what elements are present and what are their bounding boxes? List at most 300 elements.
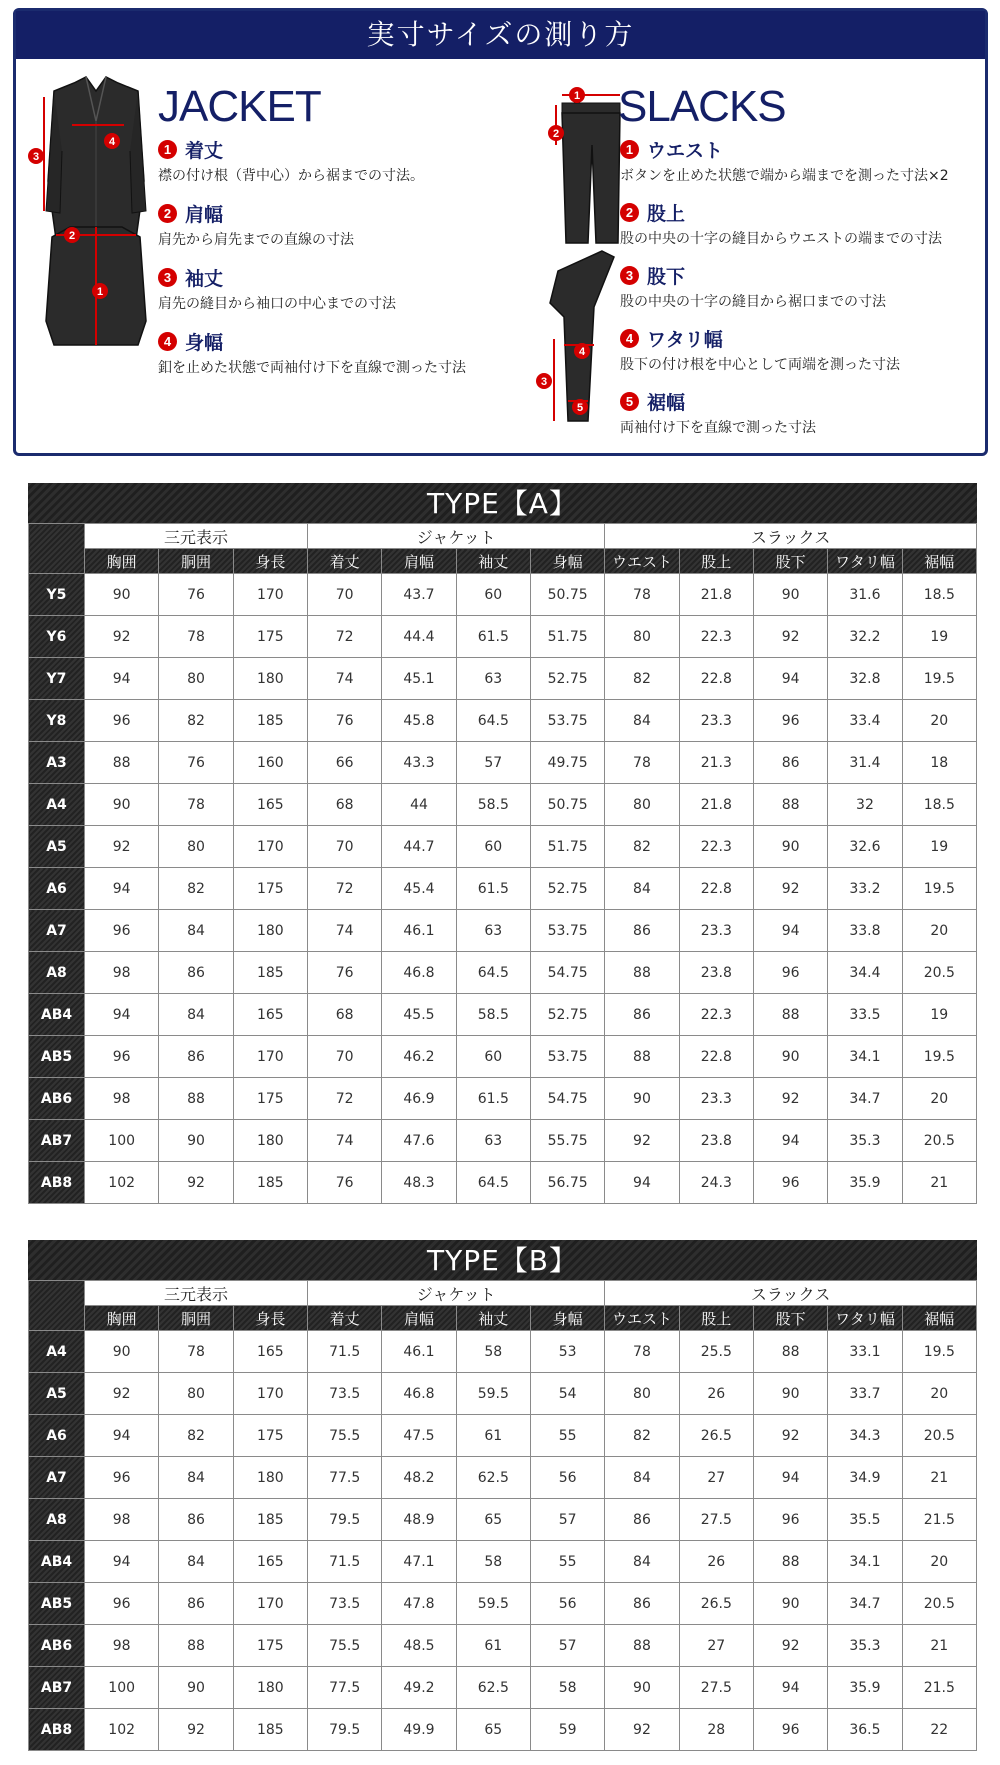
table-cell: 19 [902, 826, 976, 868]
table-cell: 76 [159, 574, 233, 616]
group-header: 三元表示 [85, 1281, 308, 1306]
table-cell: 82 [159, 700, 233, 742]
table-cell: 88 [605, 952, 679, 994]
table-cell: 23.8 [679, 952, 753, 994]
table-cell: 94 [753, 658, 827, 700]
table-cell: 43.7 [382, 574, 456, 616]
table-cell: 92 [753, 1078, 827, 1120]
table-cell: 57 [530, 1625, 604, 1667]
table-cell: 90 [605, 1667, 679, 1709]
table-cell: 170 [233, 1583, 307, 1625]
table-cell: 32.8 [828, 658, 902, 700]
table-cell: 68 [307, 994, 381, 1036]
size-label: Y5 [29, 574, 85, 616]
table-cell: 84 [605, 1541, 679, 1583]
table-cell: 44 [382, 784, 456, 826]
type-a-title: TYPE【A】 [28, 483, 977, 523]
size-label: A3 [29, 742, 85, 784]
table-cell: 160 [233, 742, 307, 784]
table-row [29, 1415, 977, 1457]
column-header: 着丈 [307, 1306, 381, 1331]
table-cell: 57 [530, 1499, 604, 1541]
jacket-item-3-label: 袖丈 [185, 267, 224, 290]
column-header: 胸囲 [85, 1306, 159, 1331]
jacket-item-4-desc: 釦を止めた状態で両袖付け下を直線で測った寸法 [158, 360, 466, 376]
column-header: 股上 [679, 549, 753, 574]
table-cell: 58.5 [456, 784, 530, 826]
table-cell: 71.5 [307, 1541, 381, 1583]
slacks-item-1-label: ウエスト [647, 139, 724, 162]
table-row [29, 616, 977, 658]
table-cell: 65 [456, 1499, 530, 1541]
size-label: AB8 [29, 1709, 85, 1751]
table-cell: 51.75 [530, 616, 604, 658]
table-cell: 92 [85, 1373, 159, 1415]
size-label: AB7 [29, 1120, 85, 1162]
column-header: 身長 [233, 1306, 307, 1331]
table-cell: 175 [233, 616, 307, 658]
slacks-item-1-number: 1 [620, 140, 639, 159]
table-cell: 76 [307, 1162, 381, 1204]
table-row [29, 1036, 977, 1078]
slacks-item-5-number: 5 [620, 392, 639, 411]
table-cell: 32.6 [828, 826, 902, 868]
jacket-item-1-number: 1 [158, 140, 177, 159]
table-cell: 19 [902, 616, 976, 658]
jacket-item-4-label: 身幅 [185, 331, 224, 354]
table-cell: 86 [753, 742, 827, 784]
table-cell: 180 [233, 1667, 307, 1709]
table-row [29, 1499, 977, 1541]
table-cell: 70 [307, 1036, 381, 1078]
table-cell: 22.8 [679, 868, 753, 910]
table-cell: 55 [530, 1415, 604, 1457]
table-cell: 165 [233, 1331, 307, 1373]
table-row [29, 868, 977, 910]
slacks-item-2 [620, 200, 942, 248]
size-label: AB4 [29, 1541, 85, 1583]
table-cell: 34.7 [828, 1583, 902, 1625]
table-cell: 27 [679, 1457, 753, 1499]
table-cell: 34.7 [828, 1078, 902, 1120]
table-cell: 64.5 [456, 700, 530, 742]
table-cell: 175 [233, 1625, 307, 1667]
table-cell: 23.3 [679, 910, 753, 952]
jacket-item-2 [158, 201, 354, 249]
table-cell: 27.5 [679, 1667, 753, 1709]
table-cell: 57 [456, 742, 530, 784]
table-cell: 22.8 [679, 1036, 753, 1078]
table-cell: 84 [605, 868, 679, 910]
slacks-item-4-desc: 股下の付け根を中心として両端を測った寸法 [620, 357, 900, 373]
slacks-side-marker-5: 5 [576, 402, 584, 414]
table-cell: 92 [85, 826, 159, 868]
table-cell: 76 [159, 742, 233, 784]
table-cell: 80 [159, 658, 233, 700]
table-cell: 34.4 [828, 952, 902, 994]
table-cell: 82 [605, 826, 679, 868]
table-cell: 54.75 [530, 952, 604, 994]
table-cell: 88 [753, 994, 827, 1036]
table-cell: 78 [605, 574, 679, 616]
table-row [29, 700, 977, 742]
table-cell: 170 [233, 1036, 307, 1078]
table-cell: 48.9 [382, 1499, 456, 1541]
table-cell: 96 [753, 952, 827, 994]
table-cell: 170 [233, 574, 307, 616]
table-cell: 88 [159, 1078, 233, 1120]
table-cell: 46.1 [382, 1331, 456, 1373]
table-cell: 22.8 [679, 658, 753, 700]
column-header: ウエスト [605, 549, 679, 574]
table-cell: 45.8 [382, 700, 456, 742]
table-cell: 43.3 [382, 742, 456, 784]
table-cell: 77.5 [307, 1457, 381, 1499]
column-header: 身長 [233, 549, 307, 574]
column-header: 裾幅 [902, 549, 976, 574]
table-corner [29, 1281, 85, 1331]
table-cell: 96 [85, 910, 159, 952]
table-cell: 94 [753, 910, 827, 952]
group-header: ジャケット [307, 1281, 604, 1306]
table-cell: 74 [307, 1120, 381, 1162]
column-header: 肩幅 [382, 1306, 456, 1331]
size-label: A6 [29, 1415, 85, 1457]
table-cell: 94 [753, 1120, 827, 1162]
size-label: AB6 [29, 1078, 85, 1120]
table-cell: 96 [753, 1499, 827, 1541]
jacket-item-4-number: 4 [158, 332, 177, 351]
column-header: 股上 [679, 1306, 753, 1331]
table-row [29, 1709, 977, 1751]
table-cell: 46.1 [382, 910, 456, 952]
slacks-item-2-number: 2 [620, 203, 639, 222]
table-cell: 21 [902, 1457, 976, 1499]
table-row [29, 784, 977, 826]
table-cell: 96 [85, 1036, 159, 1078]
table-cell: 52.75 [530, 868, 604, 910]
size-label: AB4 [29, 994, 85, 1036]
table-cell: 50.75 [530, 784, 604, 826]
table-cell: 102 [85, 1709, 159, 1751]
table-cell: 90 [753, 1036, 827, 1078]
table-cell: 86 [605, 1583, 679, 1625]
table-cell: 70 [307, 574, 381, 616]
table-cell: 19 [902, 994, 976, 1036]
table-cell: 84 [159, 910, 233, 952]
table-cell: 44.4 [382, 616, 456, 658]
table-cell: 60 [456, 826, 530, 868]
table-cell: 72 [307, 616, 381, 658]
slacks-side-illustration [524, 247, 624, 427]
size-label: AB8 [29, 1162, 85, 1204]
table-cell: 180 [233, 658, 307, 700]
table-cell: 84 [159, 1541, 233, 1583]
size-label: A7 [29, 910, 85, 952]
jacket-item-3 [158, 265, 396, 313]
table-cell: 20.5 [902, 952, 976, 994]
table-cell: 53.75 [530, 910, 604, 952]
table-cell: 100 [85, 1667, 159, 1709]
table-cell: 98 [85, 1499, 159, 1541]
table-row [29, 1162, 977, 1204]
jacket-back-marker-1: 1 [96, 286, 104, 298]
type-a-table [28, 523, 977, 1204]
size-label: AB5 [29, 1036, 85, 1078]
slacks-item-3-desc: 股の中央の十字の縫目から裾口までの寸法 [620, 294, 886, 310]
type-b-table [28, 1280, 977, 1751]
jacket-item-2-number: 2 [158, 204, 177, 223]
size-label: A4 [29, 1331, 85, 1373]
column-header: 肩幅 [382, 549, 456, 574]
column-header: 袖丈 [456, 1306, 530, 1331]
table-cell: 80 [159, 1373, 233, 1415]
table-cell: 34.9 [828, 1457, 902, 1499]
table-cell: 98 [85, 1625, 159, 1667]
table-cell: 98 [85, 1078, 159, 1120]
table-cell: 56.75 [530, 1162, 604, 1204]
table-cell: 75.5 [307, 1415, 381, 1457]
slacks-item-1-desc: ボタンを止めた状態で端から端までを測った寸法×2 [620, 168, 949, 184]
table-row [29, 1625, 977, 1667]
table-cell: 21 [902, 1625, 976, 1667]
jacket-item-2-desc: 肩先から肩先までの直線の寸法 [158, 232, 354, 248]
table-cell: 96 [753, 1162, 827, 1204]
table-cell: 45.1 [382, 658, 456, 700]
table-cell: 47.6 [382, 1120, 456, 1162]
table-cell: 92 [753, 1625, 827, 1667]
slacks-side-marker-4: 4 [578, 346, 586, 358]
table-cell: 90 [753, 826, 827, 868]
size-label: Y8 [29, 700, 85, 742]
table-cell: 92 [159, 1709, 233, 1751]
table-cell: 79.5 [307, 1499, 381, 1541]
table-cell: 46.8 [382, 952, 456, 994]
table-cell: 46.9 [382, 1078, 456, 1120]
table-cell: 84 [605, 700, 679, 742]
column-header: 胸囲 [85, 549, 159, 574]
table-cell: 86 [159, 1036, 233, 1078]
slacks-front-illustration [532, 81, 622, 251]
table-row [29, 1541, 977, 1583]
slacks-item-4-number: 4 [620, 329, 639, 348]
table-cell: 90 [85, 1331, 159, 1373]
column-header: 胴囲 [159, 549, 233, 574]
table-cell: 80 [605, 784, 679, 826]
size-label: AB6 [29, 1625, 85, 1667]
column-header: 股下 [753, 549, 827, 574]
table-cell: 92 [753, 616, 827, 658]
table-cell: 19.5 [902, 868, 976, 910]
table-cell: 96 [753, 700, 827, 742]
table-cell: 32 [828, 784, 902, 826]
table-cell: 49.75 [530, 742, 604, 784]
table-row [29, 952, 977, 994]
table-cell: 73.5 [307, 1583, 381, 1625]
size-label: A7 [29, 1457, 85, 1499]
table-cell: 20 [902, 910, 976, 952]
table-cell: 96 [85, 1457, 159, 1499]
table-row [29, 1373, 977, 1415]
column-header: ワタリ幅 [828, 549, 902, 574]
column-header: 身幅 [530, 549, 604, 574]
table-cell: 27.5 [679, 1499, 753, 1541]
table-cell: 45.4 [382, 868, 456, 910]
table-cell: 90 [605, 1078, 679, 1120]
table-cell: 34.3 [828, 1415, 902, 1457]
table-cell: 33.8 [828, 910, 902, 952]
table-cell: 175 [233, 1078, 307, 1120]
size-label: A5 [29, 1373, 85, 1415]
measurement-guide [13, 8, 988, 456]
column-header: ワタリ幅 [828, 1306, 902, 1331]
table-cell: 53.75 [530, 700, 604, 742]
table-cell: 32.2 [828, 616, 902, 658]
table-cell: 64.5 [456, 952, 530, 994]
slacks-title: SLACKS [618, 82, 786, 131]
table-cell: 68 [307, 784, 381, 826]
table-cell: 82 [605, 658, 679, 700]
table-cell: 86 [605, 910, 679, 952]
table-cell: 59.5 [456, 1583, 530, 1625]
table-cell: 59 [530, 1709, 604, 1751]
table-corner [29, 524, 85, 574]
table-cell: 21.8 [679, 574, 753, 616]
table-cell: 27 [679, 1625, 753, 1667]
table-cell: 88 [753, 784, 827, 826]
table-cell: 82 [605, 1415, 679, 1457]
table-cell: 61 [456, 1625, 530, 1667]
table-cell: 25.5 [679, 1331, 753, 1373]
table-cell: 33.4 [828, 700, 902, 742]
table-cell: 170 [233, 1373, 307, 1415]
table-cell: 185 [233, 1709, 307, 1751]
table-cell: 185 [233, 700, 307, 742]
table-cell: 92 [753, 868, 827, 910]
slacks-item-3 [620, 263, 886, 311]
table-cell: 20.5 [902, 1583, 976, 1625]
column-header: 裾幅 [902, 1306, 976, 1331]
table-cell: 82 [159, 868, 233, 910]
group-header: ジャケット [307, 524, 604, 549]
table-cell: 26.5 [679, 1583, 753, 1625]
table-cell: 88 [605, 1625, 679, 1667]
table-cell: 94 [85, 868, 159, 910]
table-cell: 35.9 [828, 1162, 902, 1204]
column-header: 着丈 [307, 549, 381, 574]
table-cell: 76 [307, 952, 381, 994]
table-cell: 90 [159, 1667, 233, 1709]
table-cell: 66 [307, 742, 381, 784]
jacket-item-1-desc: 襟の付け根（背中心）から裾までの寸法。 [158, 168, 424, 184]
table-cell: 21.8 [679, 784, 753, 826]
table-row [29, 658, 977, 700]
table-row [29, 1120, 977, 1162]
table-cell: 19.5 [902, 658, 976, 700]
table-cell: 94 [85, 994, 159, 1036]
table-cell: 94 [85, 1541, 159, 1583]
table-cell: 20.5 [902, 1120, 976, 1162]
table-cell: 96 [753, 1709, 827, 1751]
slacks-side-marker-3: 3 [540, 376, 548, 388]
table-cell: 21.3 [679, 742, 753, 784]
slacks-item-2-desc: 股の中央の十字の縫目からウエストの端までの寸法 [620, 231, 942, 247]
table-cell: 19.5 [902, 1036, 976, 1078]
table-cell: 180 [233, 910, 307, 952]
table-cell: 56 [530, 1583, 604, 1625]
table-cell: 78 [605, 742, 679, 784]
table-cell: 94 [85, 1415, 159, 1457]
table-cell: 47.1 [382, 1541, 456, 1583]
jacket-item-4 [158, 329, 466, 377]
table-cell: 84 [159, 994, 233, 1036]
slacks-item-5-desc: 両袖付け下を直線で測った寸法 [620, 420, 816, 436]
table-cell: 61.5 [456, 868, 530, 910]
table-cell: 92 [159, 1162, 233, 1204]
table-cell: 33.2 [828, 868, 902, 910]
table-row [29, 910, 977, 952]
table-cell: 78 [159, 616, 233, 658]
column-header: 胴囲 [159, 1306, 233, 1331]
table-cell: 54.75 [530, 1078, 604, 1120]
table-cell: 22.3 [679, 826, 753, 868]
slacks-item-3-number: 3 [620, 266, 639, 285]
table-row [29, 826, 977, 868]
table-cell: 80 [159, 826, 233, 868]
table-cell: 165 [233, 1541, 307, 1583]
size-label: A8 [29, 1499, 85, 1541]
slacks-item-5 [620, 389, 816, 437]
table-cell: 94 [753, 1457, 827, 1499]
table-cell: 47.8 [382, 1583, 456, 1625]
table-cell: 165 [233, 994, 307, 1036]
table-cell: 20 [902, 1541, 976, 1583]
table-cell: 75.5 [307, 1625, 381, 1667]
table-cell: 52.75 [530, 994, 604, 1036]
table-cell: 86 [159, 1583, 233, 1625]
table-row [29, 574, 977, 616]
table-cell: 23.3 [679, 1078, 753, 1120]
table-cell: 21.5 [902, 1499, 976, 1541]
jacket-front-marker-4: 4 [108, 136, 116, 148]
table-cell: 175 [233, 868, 307, 910]
table-cell: 94 [85, 658, 159, 700]
jacket-item-1 [158, 137, 424, 185]
table-cell: 50.75 [530, 574, 604, 616]
table-row [29, 1078, 977, 1120]
table-cell: 58 [456, 1541, 530, 1583]
table-cell: 71.5 [307, 1331, 381, 1373]
table-cell: 62.5 [456, 1457, 530, 1499]
table-cell: 94 [605, 1162, 679, 1204]
table-cell: 84 [605, 1457, 679, 1499]
table-cell: 98 [85, 952, 159, 994]
jacket-front-marker-3: 3 [32, 151, 40, 163]
table-cell: 53.75 [530, 1036, 604, 1078]
jacket-item-3-number: 3 [158, 268, 177, 287]
table-cell: 46.8 [382, 1373, 456, 1415]
table-cell: 61.5 [456, 1078, 530, 1120]
table-cell: 78 [159, 784, 233, 826]
table-cell: 86 [605, 994, 679, 1036]
table-cell: 92 [605, 1709, 679, 1751]
table-cell: 51.75 [530, 826, 604, 868]
table-cell: 74 [307, 658, 381, 700]
size-label: AB5 [29, 1583, 85, 1625]
size-label: AB7 [29, 1667, 85, 1709]
jacket-item-2-label: 肩幅 [185, 203, 224, 226]
table-cell: 88 [85, 742, 159, 784]
